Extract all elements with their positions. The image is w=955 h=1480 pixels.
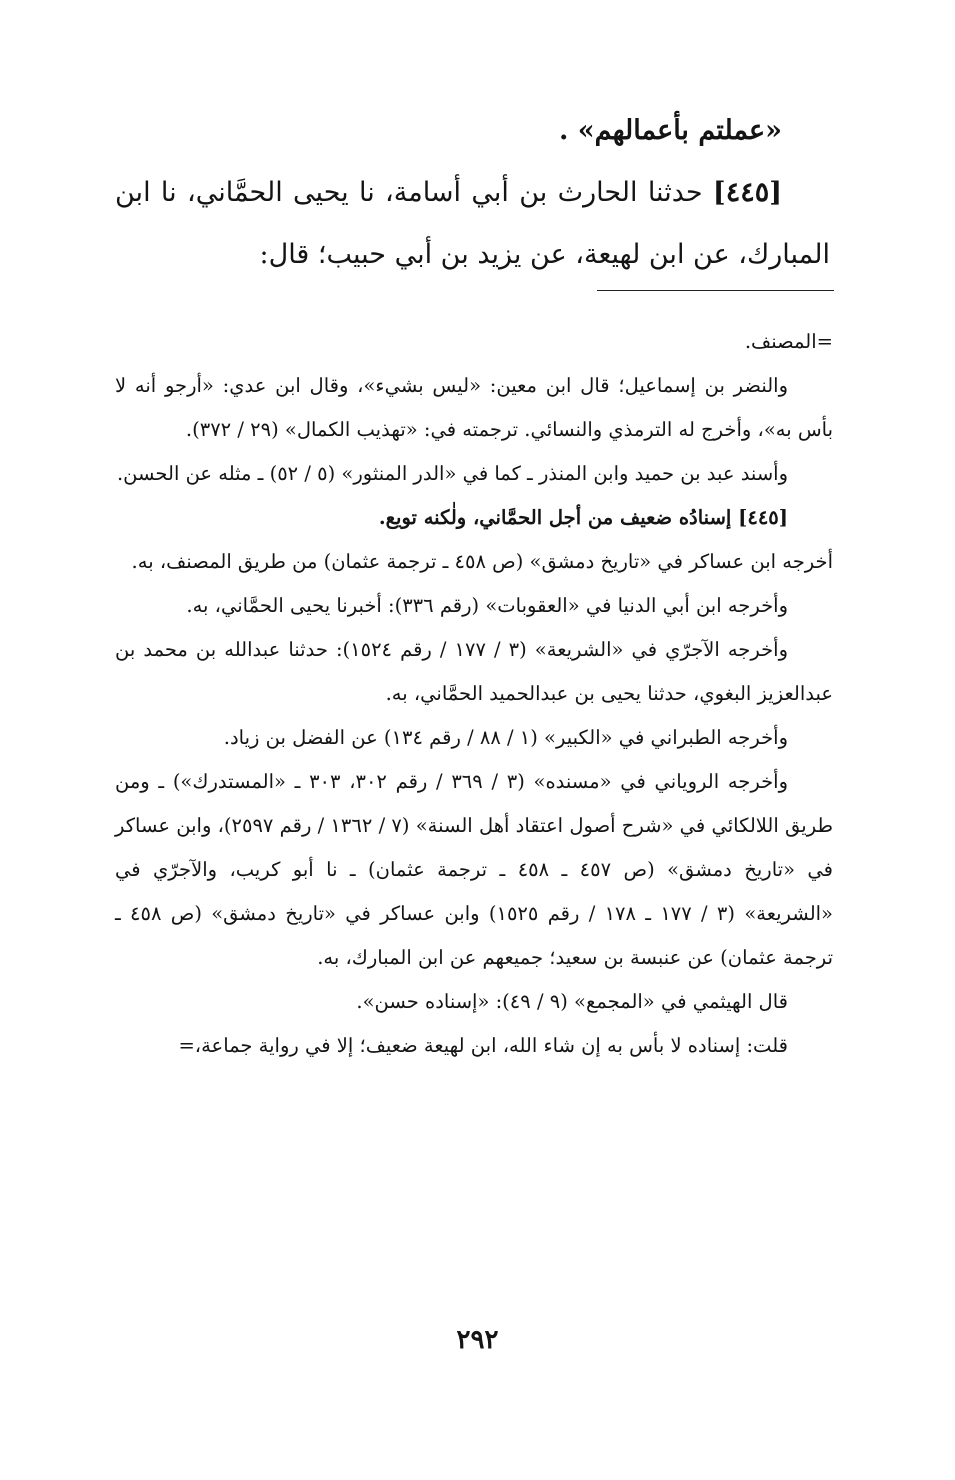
footnotes	[115, 320, 833, 1068]
takhrij-paragraph: قلت: إسناده لا بأس به إن شاء الله، ابن لهيعة ضعيف؛ إلا في رواية جماعة،=	[178, 1034, 788, 1057]
takhrij-paragraph: أخرجه ابن عساكر في «تاريخ دمشق» (ص ٤٥٨ ـ ترجمة عثمان) من طريق المصنف، به.	[131, 550, 833, 573]
hadith-text: حدثنا الحارث بن أبي أسامة، نا يحيى الحمَّاني، نا ابن المبارك، عن ابن لهيعة، عن يزيد بن أبي حبيب؛ قال:	[115, 177, 830, 270]
main-text	[115, 100, 830, 286]
footnote-paragraph: والنضر بن إسماعيل؛ قال ابن معين: «ليس بشيء»، وقال ابن عدي: «أرجو أنه لا بأس به»، وأخرج له الترمذي والنسائي. ترجمته في: «تهذيب الكمال» (٢٩ / ٣٧٢).	[115, 374, 833, 441]
grade-number: [٤٤٥]	[738, 506, 788, 529]
footnote-paragraph: وأسند عبد بن حميد وابن المنذر ـ كما في «الدر المنثور» (٥ / ٥٢) ـ مثله عن الحسن.	[116, 462, 788, 485]
takhrij-paragraph: قال الهيثمي في «المجمع» (٩ / ٤٩): «إسناده حسن».	[356, 990, 788, 1013]
takhrij-paragraph: وأخرجه الطبراني في «الكبير» (١ / ٨٨ / رقم ١٣٤) عن الفضل بن زياد.	[223, 726, 788, 749]
page-number: ٢٩٢	[456, 1325, 499, 1355]
footnote-separator	[597, 290, 834, 291]
takhrij-paragraph: وأخرجه الروياني في «مسنده» (٣ / ٣٦٩ / رقم ٣٠٢، ٣٠٣ ـ «المستدرك») ـ ومن طريق اللالكائي في «شرح أصول اعتقاد أهل السنة» (٧ / ١٣٦٢ / رقم ٢٥٩٧)، وابن عساكر في «تاريخ دمشق» (ص ٤٥٧ ـ ٤٥٨ ـ ترجمة عثمان) ـ نا أبو كريب، والآجرّي في «الشريعة» (٣ / ١٧٧ ـ ١٧٨ / رقم ١٥٢٥) وابن عساكر في «تاريخ دمشق» (ص ٤٥٨ ـ ترجمة عثمان) عن عنبسة بن سعيد؛ جميعهم عن ابن المبارك، به.	[115, 770, 833, 969]
grade-text: إسنادُه ضعيف من أجل الحمَّاني، ولٰكنه تويع.	[378, 506, 739, 529]
grade-line	[115, 496, 833, 540]
takhrij-paragraph: وأخرجه الآجرّي في «الشريعة» (٣ / ١٧٧ / رقم ١٥٢٤): حدثنا عبدالله بن محمد بن عبدالعزيز البغوي، حدثنا يحيى بن عبدالحميد الحمَّاني، به.	[115, 638, 833, 705]
opening-line: «عملتم بأعمالهم» .	[558, 115, 782, 146]
takhrij-paragraph: وأخرجه ابن أبي الدنيا في «العقوبات» (رقم ٣٣٦): أخبرنا يحيى الحمَّاني، به.	[186, 594, 788, 617]
hadith-445	[115, 162, 830, 286]
hadith-number: [٤٤٥]	[712, 177, 782, 208]
footnote-continuation: =المصنف.	[744, 330, 833, 353]
